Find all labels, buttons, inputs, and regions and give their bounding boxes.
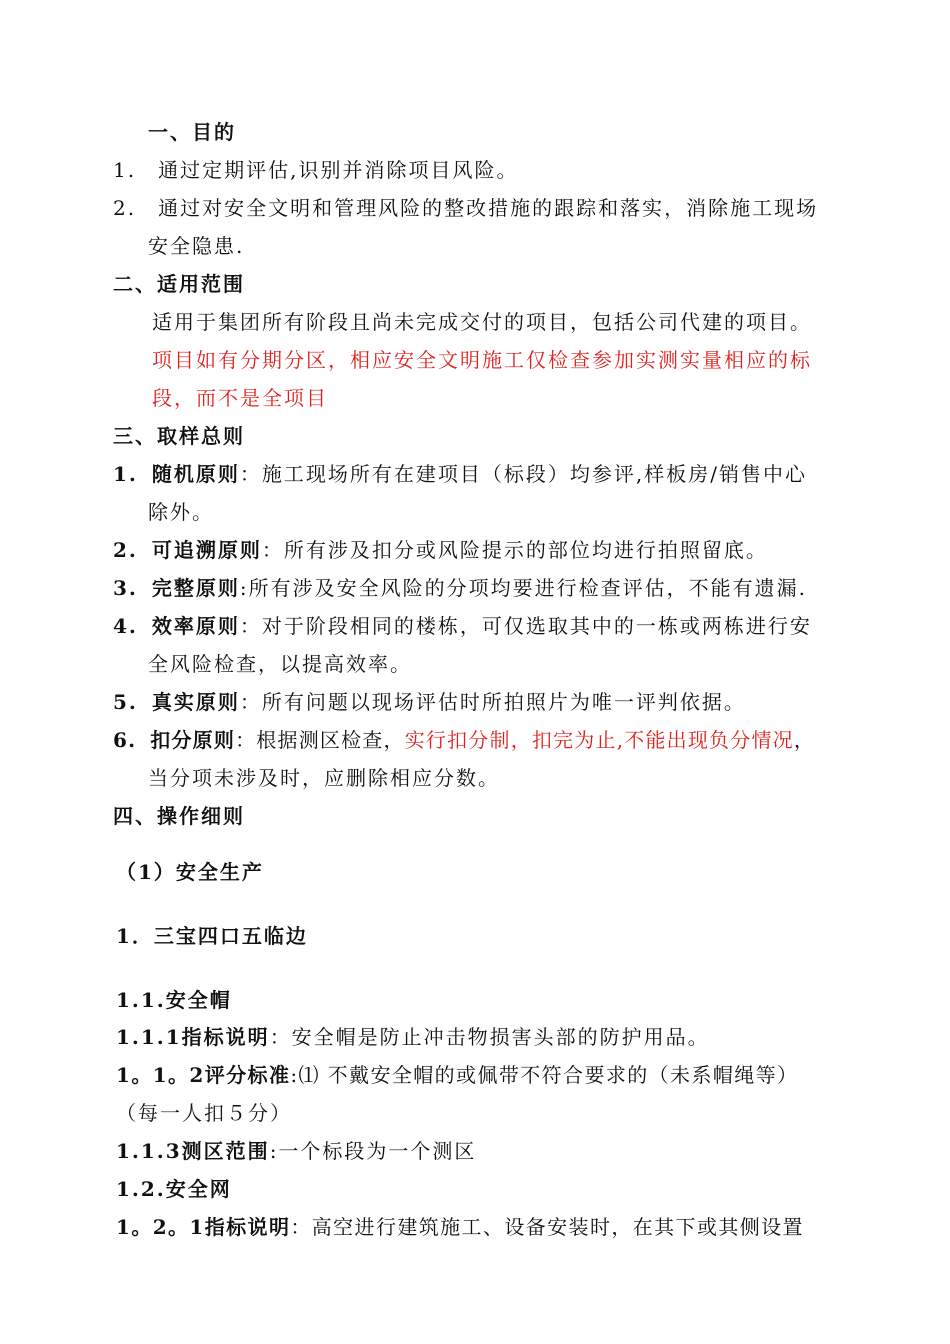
- item-text: 通过定期评估,识别并消除项目风险。: [158, 158, 519, 182]
- item-number: 6.: [113, 728, 137, 752]
- indicator-line: [116, 1062, 798, 1088]
- scope-note-line1: 项目如有分期分区，相应安全文明施工仅检查参加实测实量相应的标: [152, 348, 812, 372]
- indicator-text: :一个标段为一个测区: [269, 1139, 477, 1163]
- indicator-text: ：高空进行建筑施工、设备安装时，在其下或其侧设置: [290, 1215, 804, 1239]
- item-separator: :: [239, 576, 249, 600]
- item-separator: ：: [235, 728, 257, 752]
- indicator-line: [116, 1024, 710, 1050]
- item-title: 扣分原则: [150, 728, 236, 752]
- indicator-line: [116, 1138, 476, 1164]
- item-title: 完整原则: [151, 576, 240, 600]
- item-number: 2.: [113, 196, 137, 220]
- item-number: 3.: [113, 576, 138, 600]
- section-heading-operations: 四、操作细则: [113, 804, 245, 828]
- item-tail: ，: [793, 728, 816, 752]
- item-separator: ：: [239, 462, 262, 486]
- indicator-label: 1。2。1指标说明: [116, 1215, 291, 1239]
- list-item: [113, 575, 807, 601]
- section-heading-purpose: 一、目的: [148, 120, 236, 144]
- item-heading: 1.1.安全帽: [116, 988, 232, 1012]
- list-item: [113, 157, 518, 183]
- section-heading-scope: 二、适用范围: [113, 272, 245, 296]
- subsection-heading: 1．三宝四口五临边: [116, 924, 308, 948]
- item-highlight: 实行扣分制，扣完为止,不能出现负分情况: [404, 728, 794, 752]
- indicator-continuation: （每一人扣５分）: [116, 1101, 292, 1125]
- list-item: [113, 727, 815, 753]
- item-text: 所有问题以现场评估时所拍照片为唯一评判依据。: [261, 690, 746, 714]
- item-text: 所有涉及安全风险的分项均要进行检查评估，不能有遗漏.: [248, 576, 807, 600]
- item-title: 真实原则: [151, 690, 240, 714]
- item-title: 可追溯原则: [151, 538, 262, 562]
- item-continuation: 全风险检查，以提高效率。: [148, 652, 412, 676]
- item-continuation: 除外。: [148, 500, 214, 524]
- item-number: 1.: [113, 158, 137, 182]
- indicator-label: 1。1。2评分标准: [116, 1063, 291, 1087]
- section-heading-sampling: 三、取样总则: [113, 424, 245, 448]
- item-text: 通过对安全文明和管理风险的整改措施的跟踪和落实，消除施工现场: [158, 196, 819, 220]
- item-separator: ：: [239, 690, 262, 714]
- item-continuation: 当分项未涉及时，应删除相应分数。: [148, 766, 500, 790]
- item-number: 5.: [113, 690, 138, 714]
- list-item: [113, 461, 807, 487]
- list-item: [113, 689, 746, 715]
- indicator-label: 1.1.1指标说明: [116, 1025, 270, 1049]
- scope-text: 适用于集团所有阶段且尚未完成交付的项目，包括公司代建的项目。: [152, 310, 812, 334]
- item-heading: 1.2.安全网: [116, 1177, 232, 1201]
- scope-note-line2: 段，而不是全项目: [152, 386, 328, 410]
- item-separator: ：: [239, 614, 262, 638]
- item-text: 施工现场所有在建项目（标段）均参评,样板房/销售中心: [261, 462, 807, 486]
- item-text: 所有涉及扣分或风险提示的部位均进行拍照留底。: [283, 538, 768, 562]
- indicator-line: [116, 1214, 804, 1240]
- item-text: 对于阶段相同的楼栋，可仅选取其中的一栋或两栋进行安: [261, 614, 812, 638]
- item-number: 1.: [113, 462, 138, 486]
- list-item: [113, 613, 812, 639]
- item-title: 随机原则: [151, 462, 240, 486]
- subsection-heading: （1）安全生产: [116, 860, 264, 884]
- indicator-label: 1.1.3测区范围: [116, 1139, 270, 1163]
- item-title: 效率原则: [151, 614, 240, 638]
- item-continuation: 安全隐患.: [148, 234, 245, 258]
- list-item: [113, 195, 818, 221]
- item-separator: ：: [261, 538, 284, 562]
- item-text: 根据测区检查，: [256, 728, 405, 752]
- item-number: 2.: [113, 538, 138, 562]
- list-item: [113, 537, 768, 563]
- item-number: 4.: [113, 614, 138, 638]
- indicator-text: ：安全帽是防止冲击物损害头部的防护用品。: [269, 1025, 710, 1049]
- indicator-text: :⑴ 不戴安全帽的或佩带不符合要求的（未系帽绳等）: [290, 1063, 799, 1087]
